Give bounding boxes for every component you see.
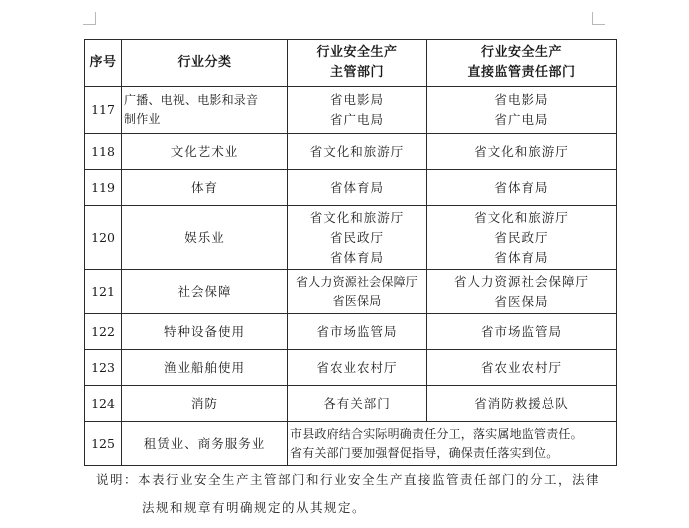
table-row [85,270,617,314]
row-dept [288,350,427,386]
header-direct-line1: 行业安全生产 [480,45,562,60]
table-row [85,134,617,170]
row-direct-item: 省农业农村厅 [480,359,562,375]
header-dept-line2: 主管部门 [329,65,384,80]
row-category: 社会保障 [122,270,288,314]
row-direct-item: 省人力资源社会保障厅 [453,273,589,289]
row-category: 娱乐业 [122,206,288,270]
crop-mark-top-right [592,12,605,25]
row-direct-item: 省电影局 [494,92,549,107]
row-dept-item: 省农业农村厅 [316,359,398,375]
header-direct [427,40,617,87]
row-seq: 118 [85,134,122,170]
table-row [85,314,617,350]
header-category: 行业分类 [122,40,288,87]
row-category [122,87,288,134]
footnote-line2: 法规和规章有明确规定的从其规定。 [142,500,367,515]
row-seq: 117 [85,87,122,134]
footnote-line1: 说明：本表行业安全生产主管部门和行业安全生产直接监管责任部门的分工，法律 [96,472,601,487]
row-dept-item: 省文化和旅游厅 [309,143,405,159]
row-direct-item: 省体育局 [494,179,549,195]
row-dept-item: 省体育局 [329,249,384,265]
row-dept-item: 省人力资源社会保障厅 [295,274,418,289]
row-category: 消防 [122,386,288,422]
row-dept [288,386,427,422]
table-row [85,206,617,270]
row-dept-item: 省文化和旅游厅 [309,209,405,225]
row-seq: 123 [85,350,122,386]
row-category-line1: 广播、电视、电影和录音 [124,93,259,107]
row-direct-item: 省市场监管局 [480,323,562,339]
row-category-line2: 制作业 [124,112,161,126]
header-dept-line1: 行业安全生产 [316,45,398,60]
row-direct [427,134,617,170]
row-dept-item: 省电影局 [329,92,384,107]
table-row [85,170,617,206]
header-direct-line2: 直接监管责任部门 [467,65,576,80]
table-row [85,87,617,134]
row-seq: 120 [85,206,122,270]
row-dept-item: 各有关部门 [323,395,391,411]
row-seq: 121 [85,270,122,314]
row-category: 租赁业、商务服务业 [122,422,288,466]
row-direct-item: 省文化和旅游厅 [474,209,569,225]
row-dept-item: 省民政厅 [329,229,384,245]
row-dept [288,87,427,134]
row-direct-item: 省医保局 [494,293,549,309]
row-dept-item: 省市场监管局 [316,323,398,339]
row-direct [427,350,617,386]
row-seq: 122 [85,314,122,350]
row-category: 特种设备使用 [122,314,288,350]
crop-mark-top-left [83,12,96,25]
row-direct [427,87,617,134]
row-direct [427,270,617,314]
row-direct-item: 省消防救援总队 [474,395,569,411]
row-direct [427,386,617,422]
row-seq: 119 [85,170,122,206]
row-dept-item: 省体育局 [329,179,384,195]
row-direct [427,170,617,206]
table-row [85,422,617,466]
row-merged-line: 省有关部门要加强督促指导，确保责任落实到位。 [290,445,559,460]
row-dept [288,170,427,206]
row-direct-item: 省体育局 [494,249,549,265]
row-direct-item: 省民政厅 [494,229,549,245]
row-direct [427,206,617,270]
row-seq: 124 [85,386,122,422]
row-category: 文化艺术业 [122,134,288,170]
header-seq: 序号 [85,40,122,87]
row-direct-item: 省广电局 [494,112,549,127]
row-direct [427,314,617,350]
row-dept [288,134,427,170]
row-category: 渔业船舶使用 [122,350,288,386]
table-row [85,386,617,422]
table-row [85,350,617,386]
row-dept-item: 省广电局 [329,112,384,127]
header-dept [288,40,427,87]
row-direct-item: 省文化和旅游厅 [474,143,569,159]
row-dept [288,270,427,314]
row-category: 体育 [122,170,288,206]
row-dept [288,314,427,350]
row-dept [288,206,427,270]
responsibility-table [84,39,617,466]
row-merged-line: 市县政府结合实际明确责任分工，落实属地监管责任。 [290,426,583,441]
row-dept-item: 省医保局 [332,293,382,308]
row-seq: 125 [85,422,122,466]
row-merged-note [288,422,617,466]
header-row [85,40,617,87]
